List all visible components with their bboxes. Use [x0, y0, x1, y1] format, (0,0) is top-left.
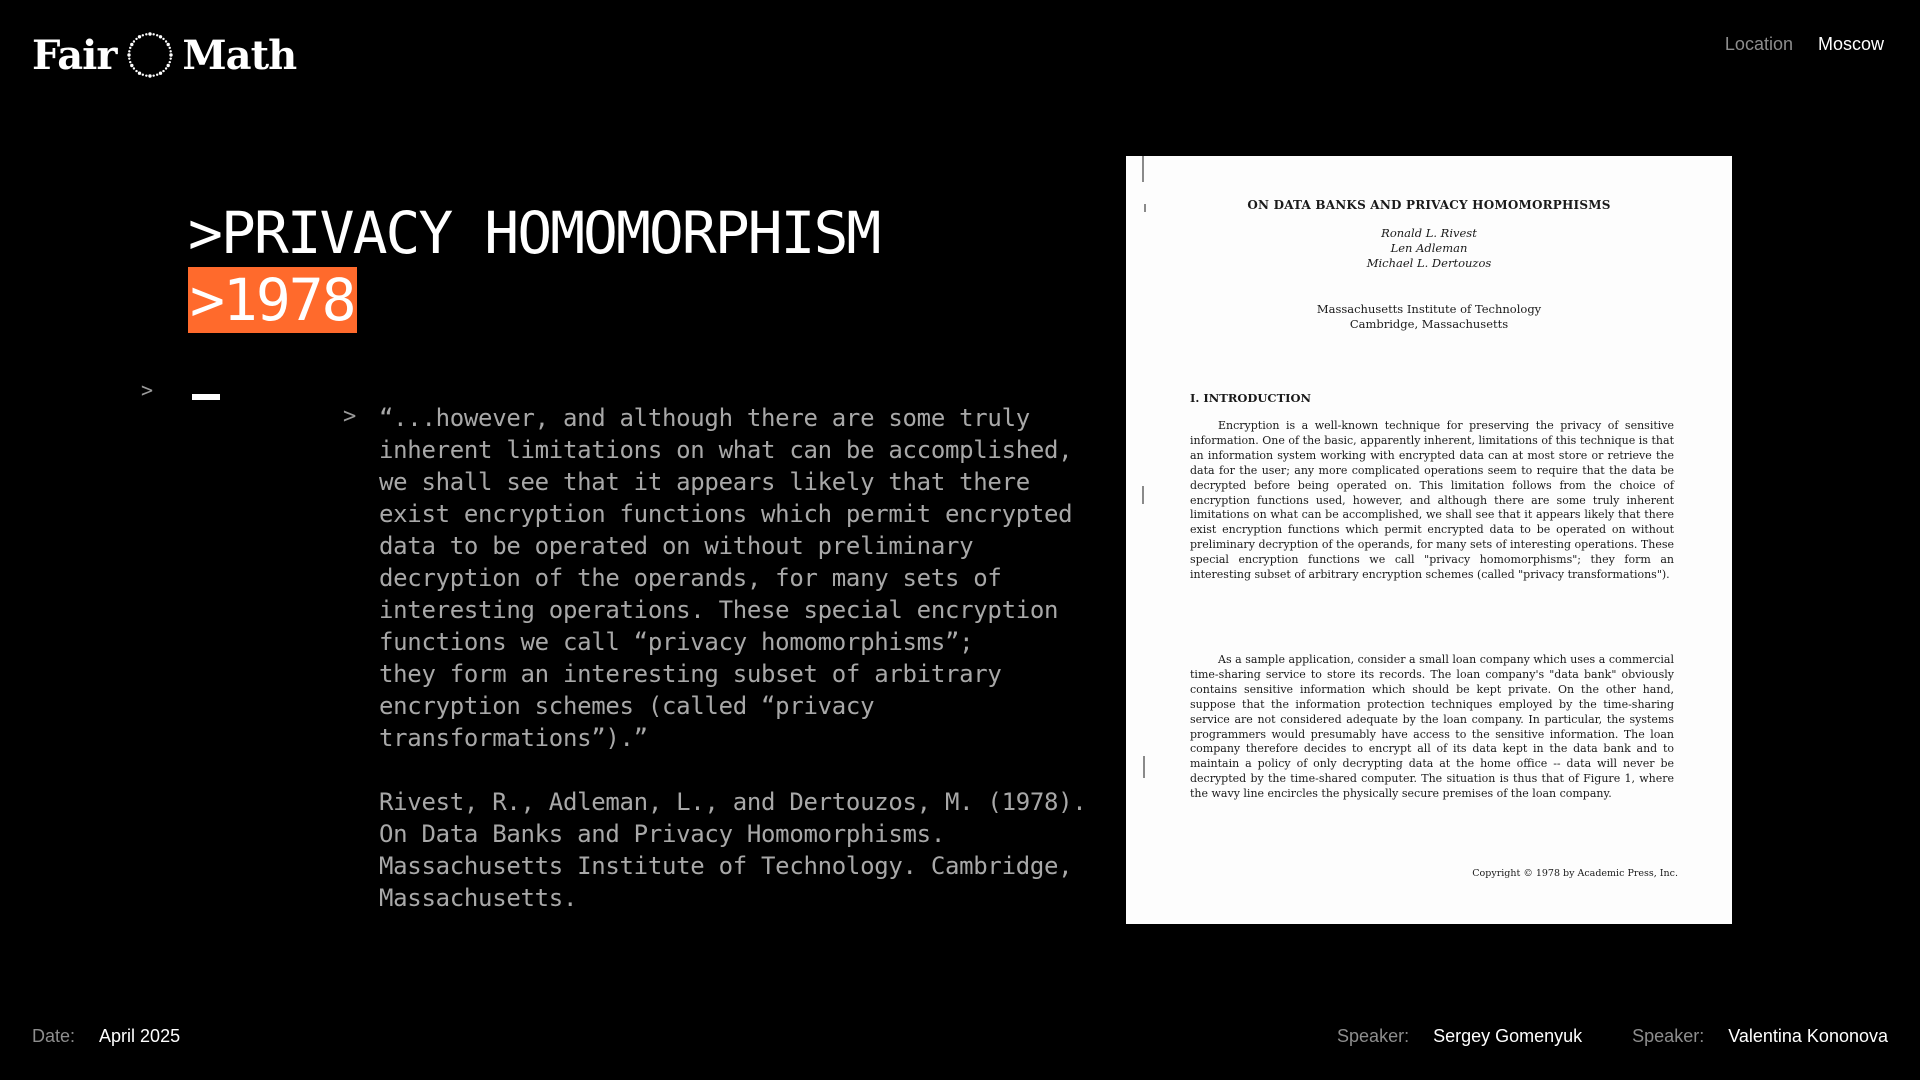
logo-ring-dot	[159, 35, 162, 38]
logo-ring-dot	[153, 74, 155, 76]
speakers	[1337, 1026, 1888, 1047]
logo-text-math: Math	[182, 31, 297, 79]
paper-copyright: Copyright © 1978 by Academic Press, Inc.	[1472, 868, 1678, 879]
logo-ring-dot	[170, 53, 173, 56]
paper-author: Ronald L. Rivest	[1381, 226, 1477, 240]
logo-ring-dot	[153, 33, 155, 35]
quote-chevron-icon: >	[343, 404, 357, 429]
paper-section-heading: I. INTRODUCTION	[1190, 391, 1312, 405]
prompt-chevron-icon: >	[141, 378, 154, 402]
slide-title: >PRIVACY HOMOMORPHISM	[188, 199, 880, 267]
location-label: Location	[1724, 34, 1793, 54]
logo-ring-dot	[167, 43, 170, 46]
logo-ring-dot	[165, 40, 167, 42]
logo-ring-dot	[138, 35, 141, 38]
logo-ring-dot	[149, 32, 152, 35]
quote-block	[379, 402, 1099, 914]
scan-artifact	[1142, 156, 1144, 182]
logo-ring-dot	[146, 74, 148, 76]
logo-ring-dot	[133, 67, 135, 69]
logo-ring-dot	[133, 40, 135, 42]
paper-paragraph: Encryption is a well-known technique for preserving the privacy of sensitive information. One of the basic, apparently inherent, limitations of this technique is that an information system working with encrypted data can at most store or retrieve the data for the user; any more complicated operations seem to require that the data be decrypted before being operated on. This limitation follows from the choice of encryption functions used, however, and although there are some truly inherent limitations on what can be accomplished, we shall see that it appears likely that there exist encryption functions which permit encrypted data to be operated on without preliminary decryption of the operands, for many sets of interesting operations. These special encryption functions we call "privacy homomorphisms"; they form an interesting subset of arbitrary encryption schemes (called "privacy transformations").	[1190, 419, 1674, 582]
logo-ring-dot	[163, 38, 165, 40]
logo-ring-dot	[129, 47, 131, 49]
speaker-label: Speaker:	[1337, 1026, 1410, 1046]
paper-authors	[1126, 226, 1732, 271]
logo-ring-dot	[170, 57, 172, 59]
logo-ring-dot	[149, 74, 152, 77]
paper-author: Len Adleman	[1390, 241, 1468, 255]
logo-ring-dot	[128, 53, 131, 56]
speaker-entry	[1632, 1026, 1888, 1047]
logo-ring-dot	[138, 71, 141, 74]
location-info	[1725, 34, 1884, 55]
logo-ring-dot	[129, 57, 131, 59]
speaker-label: Speaker:	[1632, 1026, 1705, 1046]
paper-paragraph: As a sample application, consider a small loan company which uses a commercial time-sharing service to store its records. The loan company's "data bank" obviously contains sensitive information which should be kept private. On the other hand, suppose that the information protection techniques employed by the time-sharing service are not considered adequate by the loan company. In particular, the systems programmers would presumably have access to the sensitive information. The loan company therefore decides to encrypt all of its data kept in the data bank and to maintain a policy of only decrypting data at the home office -- data will never be decrypted by the time-shared computer. The situation is thus that of Figure 1, where the wavy line encircles the physically secure premises of the loan company.	[1190, 653, 1674, 801]
year-highlight: >1978	[190, 266, 355, 334]
logo-ring-dot	[165, 67, 167, 69]
date-value: April 2025	[99, 1026, 181, 1046]
terminal-cursor	[192, 394, 220, 400]
paper-scan-image	[1126, 156, 1732, 924]
logo-ring-dot	[142, 34, 144, 36]
logo-ring-dot	[129, 50, 131, 52]
logo-ring-dot	[146, 33, 148, 35]
logo-ring-dot	[169, 47, 171, 49]
logo-ring-dot	[163, 70, 165, 72]
logo-ring-dot	[170, 50, 172, 52]
paper-institution-city: Cambridge, Massachusetts	[1349, 317, 1509, 331]
quote-text: “...however, and although there are some truly inherent limitations on what can be accomplished, we shall see that it appears likely that there exist encryption functions which permit encrypted data to be operated on without preliminary decryption of the operands, for many sets of interesting operations. These special encryption functions we call “privacy homomorphisms”;	[379, 404, 1073, 656]
speaker-name: Valentina Kononova	[1728, 1026, 1888, 1046]
date-info	[32, 1026, 180, 1047]
location-value: Moscow	[1817, 34, 1884, 54]
logo-ring-dot	[129, 61, 131, 63]
logo-ring-dot	[131, 64, 134, 67]
logo-ring-dot	[169, 61, 171, 63]
logo-ring-dot	[136, 38, 138, 40]
logo-ring-dot	[131, 43, 134, 46]
logo-ring-dot	[167, 64, 170, 67]
paper-institution	[1126, 302, 1732, 332]
paper-title: ON DATA BANKS AND PRIVACY HOMOMORPHISMS	[1247, 198, 1611, 212]
logo-ring-dot	[136, 70, 138, 72]
logo-ring-dot	[156, 34, 158, 36]
quote-text-continued: they form an interesting subset of arbitrary encryption schemes (called “privacy transformations”).”	[379, 660, 1002, 752]
logo-ring-dot	[142, 74, 144, 76]
scan-artifact	[1143, 756, 1145, 778]
logo-ring-dot	[159, 71, 162, 74]
date-label: Date:	[32, 1026, 76, 1046]
paper-author: Michael L. Dertouzos	[1366, 256, 1492, 270]
logo-ring-dot	[156, 74, 158, 76]
logo-text-fair: Fair	[32, 31, 117, 79]
scan-artifact	[1142, 486, 1144, 504]
fairmath-logo[interactable]	[32, 26, 296, 84]
paper-institution-name: Massachusetts Institute of Technology	[1316, 302, 1542, 316]
dotted-ring-logo-icon	[124, 29, 176, 81]
citation: Rivest, R., Adleman, L., and Dertouzos, M. (1978). On Data Banks and Privacy Homomorphisms. Massachusetts Institute of Technology. Cambridge, Massachusetts.	[379, 788, 1087, 912]
speaker-entry	[1337, 1026, 1582, 1047]
speaker-name: Sergey Gomenyuk	[1433, 1026, 1583, 1046]
